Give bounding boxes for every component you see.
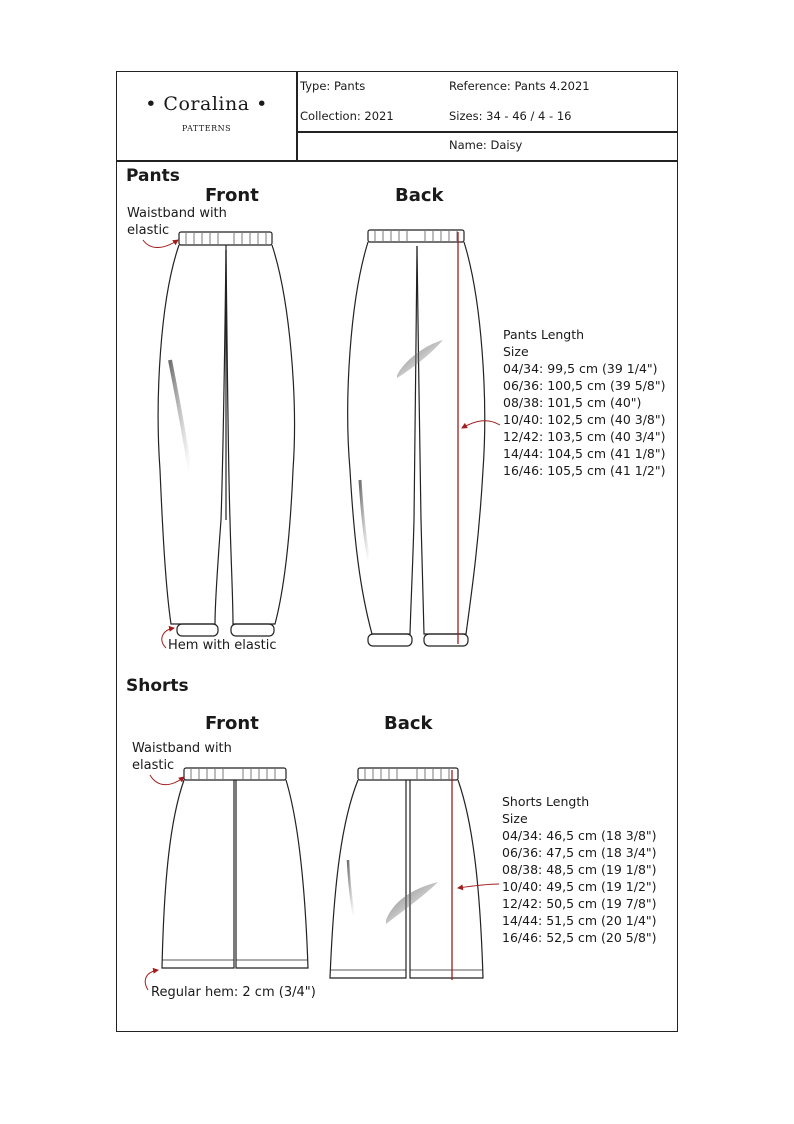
length-arrow (458, 884, 499, 888)
right-leg (417, 242, 485, 634)
pants-front-drawing (158, 232, 294, 636)
pants-hem-note: Hem with elastic (168, 638, 277, 653)
length-row: 14/44: 51,5 cm (20 1/4") (502, 913, 657, 928)
pants-back-label: Back (395, 185, 444, 206)
length-row: 16/46: 52,5 cm (20 5/8") (502, 930, 657, 945)
fold-shading (170, 360, 190, 470)
reference-field: Reference: Pants 4.2021 (449, 79, 590, 93)
length-row: 08/38: 101,5 cm (40") (503, 395, 642, 410)
left-leg (158, 245, 226, 624)
left-leg (162, 780, 234, 968)
brand-name: • Coralina • (145, 93, 268, 115)
right-leg (226, 245, 294, 624)
length-row: 12/42: 50,5 cm (19 7/8") (502, 896, 657, 911)
shorts-back-label: Back (384, 713, 433, 734)
fold-shading (360, 480, 369, 560)
left-leg (348, 242, 417, 634)
note-line: elastic (127, 223, 170, 238)
length-row: 06/36: 100,5 cm (39 5/8") (503, 378, 666, 393)
length-row: 04/34: 99,5 cm (39 1/4") (503, 361, 658, 376)
pants-section-title: Pants (126, 166, 180, 186)
shorts-section-title: Shorts (126, 676, 189, 696)
left-cuff (177, 624, 218, 636)
length-table-size-heading: Size (502, 811, 528, 826)
length-row: 14/44: 104,5 cm (41 1/8") (503, 446, 666, 461)
length-row: 10/40: 49,5 cm (19 1/2") (502, 879, 657, 894)
length-table-title: Shorts Length (502, 794, 590, 809)
right-leg (236, 780, 308, 968)
length-row: 04/34: 46,5 cm (18 3/8") (502, 828, 657, 843)
sizes-field: Sizes: 34 - 46 / 4 - 16 (449, 109, 572, 123)
length-row: 06/36: 47,5 cm (18 3/4") (502, 845, 657, 860)
waistband (368, 230, 464, 242)
type-field: Type: Pants (300, 79, 366, 93)
length-arrow (462, 421, 500, 428)
waistband-arrow (150, 775, 184, 785)
waistband-gathers (375, 231, 457, 241)
length-row: 10/40: 102,5 cm (40 3/8") (503, 412, 666, 427)
note-line: elastic (132, 758, 175, 773)
waistband-arrow (143, 240, 178, 248)
length-table-title: Pants Length (503, 327, 585, 342)
left-cuff (368, 634, 412, 646)
waistband-gathers (365, 769, 449, 779)
length-row: 08/38: 48,5 cm (19 1/8") (502, 862, 657, 877)
collection-field: Collection: 2021 (300, 109, 394, 123)
note-line: Waistband with (127, 206, 227, 221)
length-row: 16/46: 105,5 cm (41 1/2") (503, 463, 666, 478)
shorts-hem-note: Regular hem: 2 cm (3/4") (151, 985, 316, 1000)
shorts-front-drawing (162, 768, 308, 968)
right-cuff (231, 624, 274, 636)
left-leg (330, 780, 406, 978)
note-line: Waistband with (132, 741, 232, 756)
shorts-back-drawing (330, 768, 483, 978)
waistband-gathers (186, 233, 266, 244)
shorts-front-label: Front (205, 713, 259, 734)
waistband-gathers (191, 769, 275, 779)
brand-subtitle: PATTERNS (181, 124, 232, 133)
pants-front-label: Front (205, 185, 259, 206)
pocket-shading (397, 340, 443, 378)
name-field: Name: Daisy (449, 138, 523, 152)
hem-arrow (162, 628, 174, 648)
right-leg (410, 780, 483, 978)
right-cuff (424, 634, 468, 646)
pocket-shading (386, 882, 438, 924)
length-row: 12/42: 103,5 cm (40 3/4") (503, 429, 666, 444)
pants-back-drawing (348, 230, 485, 646)
length-table-size-heading: Size (503, 344, 529, 359)
fold-shading (348, 860, 354, 915)
hem-arrow (145, 970, 158, 990)
